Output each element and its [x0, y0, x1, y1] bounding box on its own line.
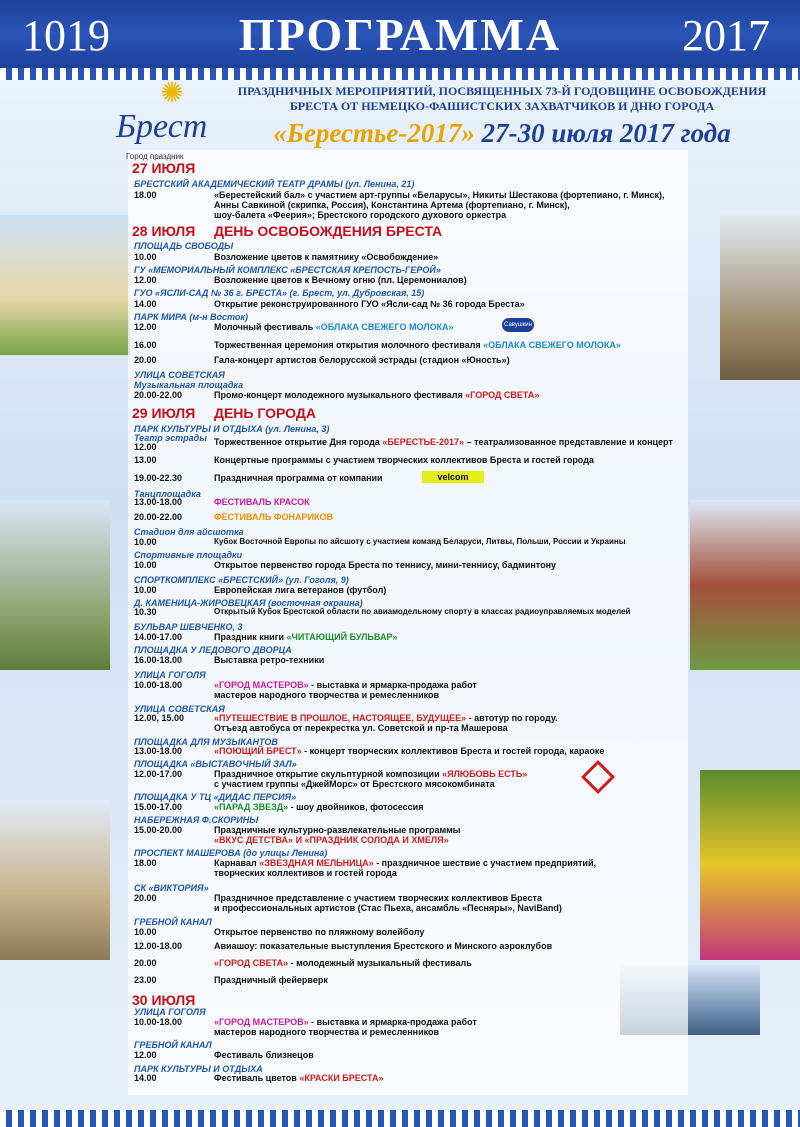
event-time: 12.00 — [134, 322, 157, 332]
year-right: 2017 — [682, 11, 770, 60]
event-text: Открытый Кубок Брестской области по авиамодельному спорту в классах радиоуправляемых моделей — [214, 607, 631, 616]
event-text: Отъезд автобуса от перекрестка ул. Советской и пр-та Машерова — [214, 723, 508, 733]
location-sub: Театр эстрады — [134, 433, 207, 443]
event-time: 13.00-18.00 — [134, 497, 183, 507]
event-text: Возложение цветов к Вечному огню (пл. Церемониалов) — [214, 275, 467, 285]
logo-tagline: Город праздник — [126, 152, 184, 161]
location: Д. КАМЕНИЦА-ЖИРОВЕЦКАЯ (восточная окраина) — [134, 598, 363, 608]
location: БУЛЬВАР ШЕВЧЕНКО, 3 — [134, 622, 243, 632]
flowers-photo — [700, 770, 800, 960]
event-text: Кубок Восточной Европы по айсшоту с участием команд Беларуси, Литвы, Польши, России и Украины — [214, 537, 626, 546]
event-text: Праздничный фейерверк — [214, 975, 328, 985]
event-text-part: Праздник книги — [214, 632, 287, 642]
event-text: ФЕСТИВАЛЬ КРАСОК — [214, 497, 310, 507]
event-text-part: - автотур по городу. — [466, 713, 558, 723]
location: ПАРК КУЛЬТУРЫ И ОТДЫХА (ул. Ленина, 3) — [134, 424, 330, 434]
event-time: 10.00 — [134, 252, 157, 262]
page-title: ПРОГРАММА — [238, 9, 562, 60]
location: УЛИЦА СОВЕТСКАЯ — [134, 704, 225, 714]
event-time: 20.00 — [134, 958, 157, 968]
location: ГУ «МЕМОРИАЛЬНЫЙ КОМПЛЕКС «БРЕСТСКАЯ КРЕПОСТЬ-ГЕРОЙ» — [134, 265, 441, 275]
event-text — [214, 1017, 684, 1027]
event-time: 18.00 — [134, 858, 157, 868]
event-text-part: Праздничное открытие скульптурной композиции — [214, 769, 443, 779]
event-time: 14.00 — [134, 1073, 157, 1083]
event-text-part: - праздничное шествие с участием предприятий, — [373, 858, 597, 868]
angel-statue-photo — [720, 210, 800, 380]
event-text-part: - концерт творческих коллективов Бреста и гостей города, караоке — [301, 746, 605, 756]
event-highlight: «ОБЛАКА СВЕЖЕГО МОЛОКА» — [315, 322, 454, 332]
location: Танцплощадка — [134, 489, 201, 499]
velcom-logo: velcom — [422, 471, 484, 483]
event-text: Европейская лига ветеранов (футбол) — [214, 585, 387, 595]
event-text — [214, 322, 684, 332]
event-text: Гала-концерт артистов белорусской эстрады (стадион «Юность») — [214, 355, 510, 365]
header-banner — [0, 0, 800, 68]
event-time: 12.00-17.00 — [134, 769, 183, 779]
event-text — [214, 713, 684, 723]
event-text — [214, 632, 684, 642]
event-text: Возложение цветов к памятнику «Освобождение» — [214, 252, 439, 262]
event-text: Открытое первенство города Бреста по теннису, мини-теннису, бадминтону — [214, 560, 557, 570]
event-text: творческих коллективов и гостей города — [214, 868, 397, 878]
event-highlight: «ГОРОД МАСТЕРОВ» — [214, 680, 309, 690]
event-text: шоу-балета «Феерия»; Брестского городского духового оркестра — [214, 210, 507, 220]
event-text — [214, 858, 684, 868]
event-text — [214, 746, 684, 756]
location: ПАРК КУЛЬТУРЫ И ОТДЫХА — [134, 1064, 263, 1074]
location-sub: Музыкальная площадка — [134, 380, 244, 390]
location: ГУО «ЯСЛИ-САД № 36 г. БРЕСТА» (г. Брест, ул. Дубровская, 15) — [134, 288, 425, 298]
event-text-part: – театрализованное представление и концерт — [464, 437, 673, 447]
location: УЛИЦА ГОГОЛЯ — [134, 670, 206, 680]
festival-name: «Берестье-2017» — [273, 118, 475, 148]
event-text-part: Фестиваль цветов — [214, 1073, 300, 1083]
event-time: 12.00-18.00 — [134, 941, 183, 951]
event-text: «Берестейский бал» с участием арт-группы «Беларусы», Никиты Шестакова (фортепиано, г. Минск), — [214, 190, 665, 200]
event-time: 14.00-17.00 — [134, 632, 183, 642]
event-text: Авиашоу: показательные выступления Брестского и Минского аэроклубов — [214, 941, 553, 951]
event-text: Праздничные культурно-развлекательные программы — [214, 825, 461, 835]
date-heading: 29 ИЮЛЯ — [132, 405, 196, 421]
fortress-gate-photo — [690, 500, 800, 670]
event-time: 12.00 — [134, 442, 157, 452]
location: ПЛОЩАДЬ СВОБОДЫ — [134, 241, 234, 251]
event-highlight: «ЗВЕЗДНАЯ МЕЛЬНИЦА» — [259, 858, 374, 868]
year-left: 1019 — [22, 11, 110, 60]
location: ПЛОЩАДКА ДЛЯ МУЗЫКАНТОВ — [134, 737, 278, 747]
monument-photo — [0, 500, 110, 670]
location: СК «ВИКТОРИЯ» — [134, 883, 209, 893]
event-time: 15.00-20.00 — [134, 825, 183, 835]
location: ПАРК МИРА (м-н Восток) — [134, 312, 248, 322]
event-time: 10.00-18.00 — [134, 1017, 183, 1027]
festival-dates: 27-30 июля 2017 года — [481, 118, 731, 148]
event-time: 10.30 — [134, 607, 157, 617]
event-text: «ВКУС ДЕТСТВА» И «ПРАЗДНИК СОЛОДА И ХМЕЛЯ» — [214, 835, 449, 845]
location: ПЛОЩАДКА У ТЦ «ДИДАС ПЕРСИЯ» — [134, 792, 297, 802]
location: УЛИЦА ГОГОЛЯ — [134, 1007, 206, 1017]
ornament-border-bottom — [0, 1110, 800, 1127]
event-text-part: Торжественная церемония открытия молочного фестиваля — [214, 340, 484, 350]
event-highlight: «ЯЛЮБОВЬ ЕСТЬ» — [442, 769, 528, 779]
event-time: 20.00 — [134, 893, 157, 903]
location: ГРЕБНОЙ КАНАЛ — [134, 917, 212, 927]
event-text: Открытие реконструированного ГУО «Ясли-сад № 36 города Бреста» — [214, 299, 525, 309]
event-text: ФЕСТИВАЛЬ ФОНАРИКОВ — [214, 512, 334, 522]
event-time: 16.00 — [134, 340, 157, 350]
event-time: 20.00-22.00 — [134, 390, 183, 400]
event-text — [214, 802, 684, 812]
event-highlight: «ПОЮЩИЙ БРЕСТ» — [214, 746, 302, 756]
location: НАБЕРЕЖНАЯ Ф.СКОРИНЫ — [134, 815, 259, 825]
event-highlight: «ПАРАД ЗВЕЗД» — [214, 802, 289, 812]
festival-title — [222, 118, 782, 149]
location: ПРОСПЕКТ МАШЕРОВА (до улицы Ленина) — [134, 848, 328, 858]
event-text — [214, 340, 684, 350]
location: ПЛОЩАДКА У ЛЕДОВОГО ДВОРЦА — [134, 645, 292, 655]
street-photo — [0, 800, 110, 960]
event-highlight: «КРАСКИ БРЕСТА» — [299, 1073, 384, 1083]
event-text: Фестиваль близнецов — [214, 1050, 314, 1060]
subheading-line-1: ПРАЗДНИЧНЫХ МЕРОПРИЯТИЙ, ПОСВЯЩЕННЫХ 73-Й ГОДОВЩИНЕ ОСВОБОЖДЕНИЯ — [237, 84, 767, 98]
event-text — [214, 680, 684, 690]
event-text-part: - выставка и ярмарка-продажа работ — [308, 1017, 477, 1027]
event-time: 13.00-18.00 — [134, 746, 183, 756]
date-heading: 30 ИЮЛЯ — [132, 992, 196, 1008]
event-text-part: - выставка и ярмарка-продажа работ — [308, 680, 477, 690]
event-text-part: Молочный фестиваль — [214, 322, 316, 332]
location: ПЛОЩАДКА «ВЫСТАВОЧНЫЙ ЗАЛ» — [134, 759, 297, 769]
event-highlight: «БЕРЕСТЬЕ-2017» — [382, 437, 465, 447]
subheading — [222, 84, 782, 114]
event-highlight: «ГОРОД СВЕТА» — [465, 390, 540, 400]
event-text: Праздничная программа от компании — [214, 473, 383, 483]
sponsor-logo: Савушкин — [502, 318, 534, 332]
event-time: 23.00 — [134, 975, 157, 985]
event-text: Анны Савкиной (скрипка, Россия), Константина Артема (фортепиано, г. Минск), — [214, 200, 570, 210]
event-text: мастеров народного творчества и ремесленников — [214, 1027, 440, 1037]
event-time: 16.00-18.00 — [134, 655, 183, 665]
location: ГРЕБНОЙ КАНАЛ — [134, 1040, 212, 1050]
event-text — [214, 1073, 684, 1083]
sun-icon: ✺ — [160, 77, 184, 108]
event-time: 10.00 — [134, 927, 157, 937]
event-text: Открытое первенство по пляжному волейболу — [214, 927, 425, 937]
event-time: 12.00 — [134, 1050, 157, 1060]
event-text-part: - молодежный музыкальный фестиваль — [288, 958, 472, 968]
event-time: 10.00 — [134, 585, 157, 595]
event-text-part: Карнавал — [214, 858, 260, 868]
event-highlight: «ОБЛАКА СВЕЖЕГО МОЛОКА» — [483, 340, 621, 350]
event-text-part: Промо-концерт молодежного музыкального фестиваля — [214, 390, 466, 400]
event-time: 19.00-22.30 — [134, 473, 183, 483]
event-text-part: - шоу двойников, фотосессия — [288, 802, 424, 812]
event-text: мастеров народного творчества и ремесленников — [214, 690, 440, 700]
event-text: Концертные программы с участием творческих коллективов Бреста и гостей города — [214, 455, 594, 465]
location: Стадион для айсшотка — [134, 527, 244, 537]
location: БРЕСТСКИЙ АКАДЕМИЧЕСКИЙ ТЕАТР ДРАМЫ (ул. Ленина, 21) — [134, 179, 415, 189]
event-time: 10.00 — [134, 537, 157, 547]
date-heading: 28 ИЮЛЯ — [132, 223, 196, 239]
event-time: 20.00 — [134, 355, 157, 365]
event-time: 14.00 — [134, 299, 157, 309]
event-time: 18.00 — [134, 190, 157, 200]
event-highlight: «ГОРОД МАСТЕРОВ» — [214, 1017, 309, 1027]
event-time: 10.00 — [134, 560, 157, 570]
cathedral-photo — [0, 215, 130, 355]
day-title: ДЕНЬ ГОРОДА — [214, 405, 316, 421]
logo-name: Брест — [116, 108, 208, 145]
event-text — [214, 437, 684, 447]
location: УЛИЦА СОВЕТСКАЯ — [134, 370, 225, 380]
event-text-part: Торжественное открытие Дня города — [214, 437, 383, 447]
subheading-line-2: БРЕСТА ОТ НЕМЕЦКО-ФАШИСТСКИХ ЗАХВАТЧИКОВ И ДНЮ ГОРОДА — [289, 99, 715, 113]
location: СПОРТКОМПЛЕКС «БРЕСТСКИЙ» (ул. Гоголя, 9) — [134, 575, 349, 585]
location: Спортивные площадки — [134, 550, 243, 560]
date-heading: 27 ИЮЛЯ — [132, 160, 196, 176]
event-time: 20.00-22.00 — [134, 512, 183, 522]
event-text: Выставка ретро-техники — [214, 655, 325, 665]
event-highlight: «ПУТЕШЕСТВИЕ В ПРОШЛОЕ, НАСТОЯЩЕЕ, БУДУЩЕЕ» — [214, 713, 467, 723]
event-time: 13.00 — [134, 455, 157, 465]
event-time: 10.00-18.00 — [134, 680, 183, 690]
event-time: 12.00 — [134, 275, 157, 285]
brest-logo — [112, 72, 222, 172]
event-text: Праздничное представление с участием творческих коллективов Бреста — [214, 893, 542, 903]
event-text — [214, 390, 684, 400]
event-time: 15.00-17.00 — [134, 802, 183, 812]
event-text — [214, 958, 684, 968]
day-title: ДЕНЬ ОСВОБОЖДЕНИЯ БРЕСТА — [214, 223, 443, 239]
event-highlight: «ЧИТАЮЩИЙ БУЛЬВАР» — [286, 632, 398, 642]
event-text: с участием группы «ДжейМорс» от Брестского мясокомбината — [214, 779, 495, 789]
event-highlight: «ГОРОД СВЕТА» — [214, 958, 289, 968]
event-time: 12.00, 15.00 — [134, 713, 185, 723]
event-text: и профессиональных артистов (Стас Пьеха, ансамбль «Песняры», NaviBand) — [214, 903, 562, 913]
